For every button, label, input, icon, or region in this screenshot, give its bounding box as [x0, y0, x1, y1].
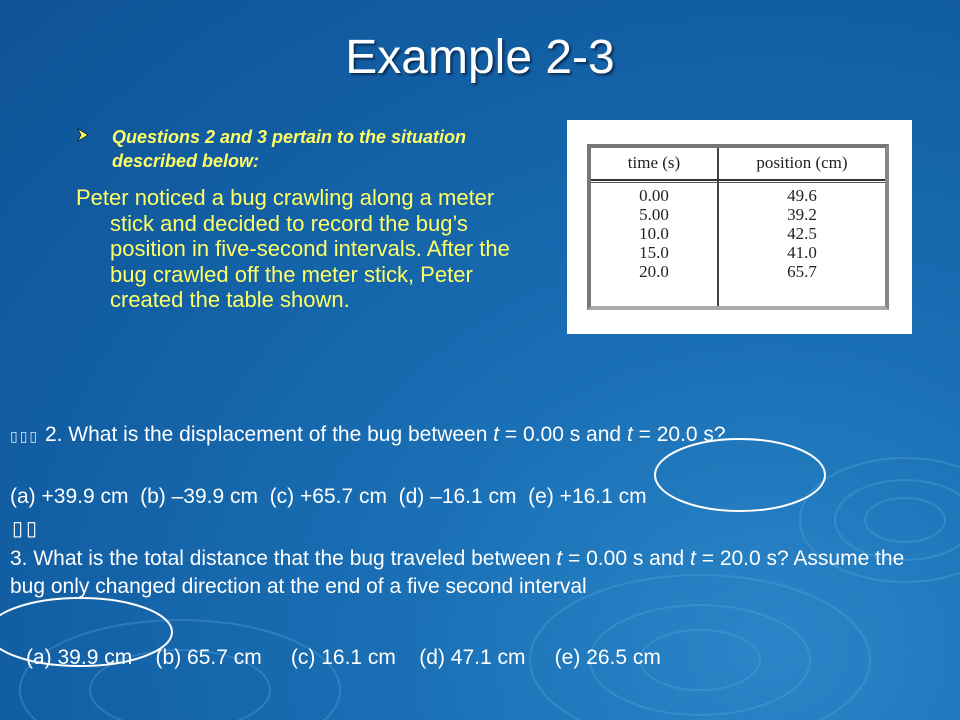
- table-header-time: time (s): [627, 153, 681, 172]
- question-2: ▯▯▯ 2. What is the displacement of the bug between t = 0.00 s and t = 20.0 s?: [10, 423, 726, 446]
- table-cell-position: 65.7: [787, 262, 817, 281]
- placeholder-glyphs: ▯▯▯: [10, 428, 40, 444]
- problem-description: Peter noticed a bug crawling along a meter stick and decided to record the bug’s position in five-second intervals. After the bug crawled off the meter stick, Peter created the table shown.: [76, 185, 510, 312]
- table-cell-position: 49.6: [787, 186, 817, 205]
- placeholder-glyphs: ▯▯: [12, 518, 41, 540]
- data-table-image: [567, 120, 912, 334]
- table-header-rule: [591, 179, 885, 181]
- bullet-item: [76, 125, 506, 173]
- table-cell-position: 39.2: [787, 205, 817, 224]
- table-cell-position: 42.5: [787, 224, 817, 243]
- table-header-position: position (cm): [756, 153, 848, 172]
- table-header-rule: [591, 182, 885, 183]
- arrow-bullet-icon: [76, 128, 90, 142]
- bullet-text: Questions 2 and 3 pertain to the situation described below:: [112, 127, 467, 171]
- question-3: 3. What is the total distance that the bug traveled between t = 0.00 s and t = 20.0 s? Assume the bug only changed direction at the end of a five second interval: [10, 547, 905, 598]
- question-2-answers: (a) +39.9 cm (b) –39.9 cm (c) +65.7 cm (d) –16.1 cm (e) +16.1 cm: [10, 485, 647, 508]
- time-column: [591, 148, 717, 306]
- table-cell-time: 15.0: [639, 243, 669, 262]
- table-cell-position: 41.0: [787, 243, 817, 262]
- time-position-table: [587, 144, 889, 310]
- table-cell-time: 0.00: [639, 186, 669, 205]
- question-3-answers: (a) 39.9 cm (b) 65.7 cm (c) 16.1 cm (d) 47.1 cm (e) 26.5 cm: [26, 646, 661, 669]
- table-cell-time: 5.00: [639, 205, 669, 224]
- table-cell-time: 10.0: [639, 224, 669, 243]
- position-column: [719, 148, 885, 306]
- table-cell-time: 20.0: [639, 262, 669, 281]
- slide-title: Example 2-3: [345, 31, 615, 84]
